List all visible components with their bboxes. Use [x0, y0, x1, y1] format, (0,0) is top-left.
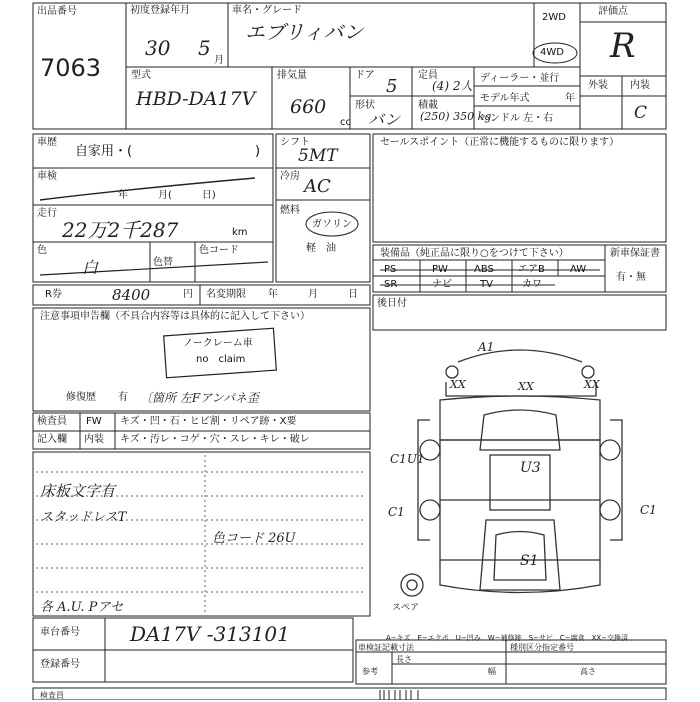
recycle-value: 8400: [112, 286, 151, 304]
entry-label: 記入欄: [37, 434, 67, 445]
grade-label: 評価点: [598, 6, 628, 17]
damage-legend: A−キズ E−エクボ U−凹み W−補修跡 S−サビ C−腐食 XX−交換済: [386, 634, 629, 642]
car-name-label: 車名・グレード: [232, 5, 302, 16]
history-label: 車歴: [37, 137, 57, 148]
repair-label: 修復歴: [66, 392, 96, 403]
vehicle-spec-label: 車検証記載寸法: [358, 643, 414, 652]
sales-points-label: セールスポイント（正常に機能するものに限ります）: [380, 137, 620, 148]
inspection-value: 年 月( 日): [118, 190, 216, 201]
equipment-abs: ABS: [474, 264, 494, 275]
length-label: 長さ: [396, 655, 412, 664]
inspector-label: 検査員: [37, 416, 67, 427]
first-reg-year: 30: [145, 36, 171, 60]
recycle-label: R券: [45, 289, 62, 300]
notes-label: 注意事項申告欄（不具合内容等は具体的に記入して下さい）: [40, 311, 310, 322]
color-change-label: 色替: [153, 257, 173, 268]
chassis-label: 車台番号: [40, 627, 80, 638]
damage-mark-fender-right: XX: [584, 378, 600, 391]
damage-mark-front: A1: [478, 340, 495, 354]
load-value: (250) 350 kg: [420, 110, 492, 123]
repair-value: 有: [118, 392, 128, 403]
history-close: ): [255, 144, 261, 159]
history-value: 自家用・(: [75, 144, 133, 159]
mileage-label: 走行: [37, 208, 57, 219]
first-reg-month-unit: 月: [214, 55, 224, 66]
mileage-value: 22万2千287: [62, 218, 179, 242]
lot-label: 出品番号: [37, 6, 77, 17]
repair-detail: 〔箇所 左Fアンパネ歪: [140, 391, 259, 405]
damage-mark-left-door: C1U1: [390, 452, 425, 466]
remark-line: 各 A.U. Pアセ: [40, 600, 124, 615]
doors-label: ドア: [355, 70, 375, 81]
displacement-value: 660: [290, 96, 327, 118]
special-label: 種別区分指定番号: [510, 643, 574, 652]
interior-check-label: 内装: [84, 434, 104, 445]
model-value: HBD-DA17V: [136, 88, 256, 110]
doors-value: 5: [386, 76, 398, 97]
displacement-unit: cc: [340, 117, 351, 128]
color-code-label: 色コード: [199, 245, 239, 256]
no-claim-stamp-line1: ノークレーム車: [183, 338, 253, 349]
equipment-navi: ナビ: [432, 279, 452, 290]
interior-items: キズ・汚レ・コゲ・穴・スレ・キレ・破レ: [120, 434, 310, 445]
model-label: 型式: [131, 70, 151, 81]
fuel-label: 燃料: [280, 205, 300, 216]
chassis-value: DA17V -313101: [130, 622, 290, 646]
mileage-unit: km: [232, 227, 248, 238]
name-change-value: 年 月 日: [268, 289, 358, 300]
ac-value: AC: [304, 176, 331, 197]
ac-label: 冷房: [280, 171, 300, 182]
color-label: 色: [37, 245, 47, 256]
remark-line: 色コード 26U: [212, 531, 296, 546]
shift-value: 5MT: [298, 146, 338, 166]
first-reg-month: 5: [198, 36, 211, 60]
equipment-sr: SR: [384, 279, 398, 290]
warranty-value: 有・無: [616, 272, 646, 283]
damage-mark-left-rear: C1: [388, 505, 405, 519]
handle-label: ハンドル 左・右: [480, 113, 554, 124]
grade-value: R: [610, 26, 636, 66]
equipment-label: 装備品（純正品に限り○をつけて下さい）: [380, 248, 569, 259]
fw-items: キズ・凹・石・ヒビ割・リペア跡・X要: [120, 416, 297, 427]
damage-mark-right-rear: C1: [640, 503, 657, 517]
equipment-ps: PS: [384, 264, 397, 275]
remark-line: スタッドレスT: [40, 510, 127, 525]
damage-mark-fender-left: XX: [450, 378, 466, 391]
car-name: エブリィバン: [245, 20, 364, 44]
exterior-label: 外装: [588, 80, 608, 91]
registration-label: 登録番号: [40, 659, 80, 670]
drive-2wd: 2WD: [542, 12, 566, 23]
capacity-label: 定員: [418, 70, 438, 81]
equipment-tv: TV: [480, 279, 493, 290]
equipment-pw: PW: [432, 264, 448, 275]
load-label: 積載: [418, 100, 438, 111]
body-label: 形状: [355, 100, 375, 111]
rear-seat-label: 後日付: [377, 298, 407, 309]
height-label: 高さ: [580, 667, 596, 676]
displacement-label: 排気量: [277, 70, 307, 81]
damage-mark-hood: XX: [518, 380, 534, 393]
dealer-label: ディーラー・並行: [480, 73, 560, 84]
damage-mark-roof: U3: [520, 460, 541, 476]
equipment-leather: カワ: [522, 279, 542, 290]
bottom-inspector-label: 検査員: [40, 691, 64, 700]
lot-number: 7063: [40, 54, 102, 82]
recycle-unit: 円: [183, 289, 193, 300]
body-value: バン: [368, 110, 401, 129]
width-label: 幅: [488, 667, 496, 676]
warranty-label: 新車保証書: [610, 248, 660, 259]
drive-4wd: 4WD: [540, 47, 564, 58]
name-change-label: 名変期限: [206, 289, 246, 300]
spare-label: スペア: [392, 603, 420, 613]
equipment-airbag: エアB: [518, 264, 545, 275]
interior-grade: C: [634, 103, 648, 123]
reference-label: 参考: [362, 667, 378, 676]
first-reg-label: 初度登録年月: [130, 5, 190, 16]
shift-label: シフト: [280, 137, 310, 148]
capacity-value: (4) 2人: [432, 79, 473, 93]
fuel-value: ガソリン: [312, 219, 352, 230]
damage-mark-rear: S1: [520, 553, 539, 569]
inspection-label: 車検: [37, 171, 57, 182]
fw-label: FW: [86, 416, 102, 427]
interior-label: 内装: [630, 80, 650, 91]
equipment-aw: AW: [570, 264, 587, 275]
remark-line: 床板文字有: [40, 482, 116, 500]
fuel-diesel: 軽 油: [306, 243, 336, 254]
color-value: 白: [82, 258, 99, 277]
model-year-label: モデル年式: [480, 93, 530, 104]
no-claim-stamp-line2: no claim: [196, 354, 246, 365]
model-year-unit: 年: [565, 93, 575, 104]
